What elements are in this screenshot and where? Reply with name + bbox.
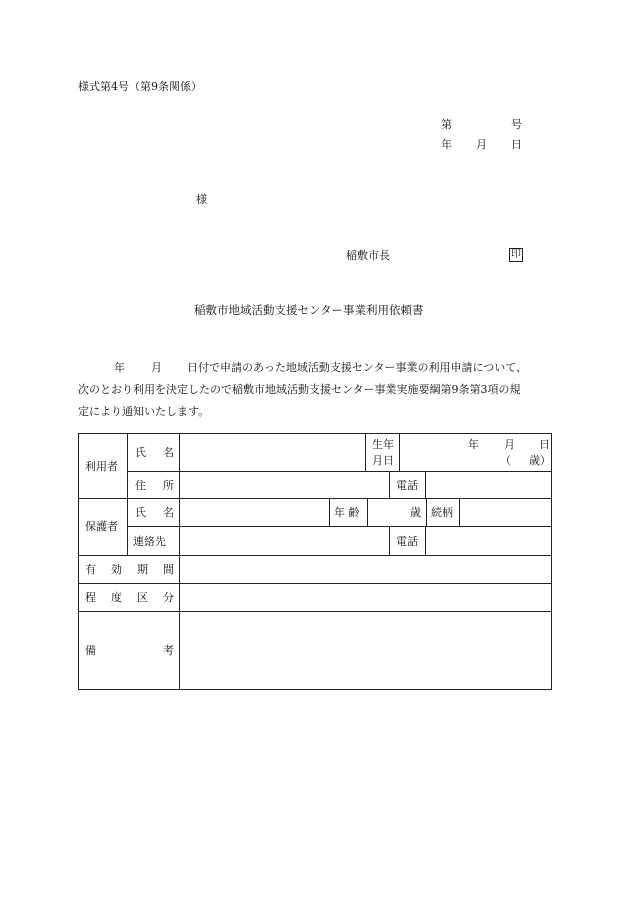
- hline: [127, 471, 551, 472]
- birth-label-1: 生年: [372, 438, 394, 451]
- hline: [127, 526, 551, 527]
- date-day-label: 日: [511, 138, 522, 151]
- body-line-1: [78, 357, 556, 379]
- age-unit: 歳: [410, 506, 421, 519]
- user-group-label: 利用者: [85, 460, 118, 473]
- address-label-2: 所: [163, 479, 174, 492]
- user-name-label-1: 氏: [135, 446, 146, 459]
- birth-day-label: 日: [539, 438, 550, 451]
- birth-age-close: 歳）: [529, 454, 551, 467]
- vline: [389, 526, 390, 555]
- vline: [365, 434, 366, 471]
- vline: [426, 498, 427, 526]
- hline: [79, 555, 551, 556]
- document-title: 稲敷市地域活動支援センター事業利用依頼書: [194, 303, 424, 317]
- document-number-prefix: 第: [441, 118, 452, 131]
- level-char-3: 区: [137, 591, 148, 604]
- body-paragraph: [78, 357, 556, 423]
- recipient-honorific: 様: [196, 193, 207, 206]
- form-number: 様式第4号（第9条関係）: [78, 80, 202, 93]
- body-month: 月: [151, 361, 162, 374]
- validity-char-3: 期: [137, 563, 148, 576]
- body-line-3: 定により通知いたします。: [78, 405, 210, 418]
- document-number-suffix: 号: [511, 118, 522, 131]
- age-label: 年 齢: [334, 506, 360, 519]
- remarks-label-2: 考: [163, 644, 174, 657]
- body-year: 年: [114, 361, 125, 374]
- validity-char-1: 有: [85, 563, 96, 576]
- birth-age-open: （: [500, 454, 511, 467]
- vline: [459, 498, 460, 526]
- hline: [79, 583, 551, 584]
- remarks-label-1: 備: [85, 644, 96, 657]
- address-label-1: 住: [135, 479, 146, 492]
- birth-year-label: 年: [468, 438, 479, 451]
- body-line-1-text: 日付で申請のあった地域活動支援センター事業の利用申請について、: [187, 361, 528, 374]
- issuer-name: 稲敷市長: [346, 249, 390, 262]
- phone-label: 電話: [396, 479, 418, 492]
- validity-char-2: 効: [111, 563, 122, 576]
- vline: [367, 498, 368, 526]
- contact-label: 連絡先: [133, 535, 166, 548]
- level-char-4: 分: [163, 591, 174, 604]
- date-month-label: 月: [476, 138, 487, 151]
- birth-label-2: 月日: [372, 454, 394, 467]
- vline: [127, 434, 128, 555]
- validity-char-4: 間: [163, 563, 174, 576]
- user-name-label-2: 名: [163, 446, 174, 459]
- guardian-name-label-2: 名: [163, 506, 174, 519]
- date-year-label: 年: [441, 138, 452, 151]
- vline: [329, 498, 330, 526]
- phone-label-2: 電話: [396, 535, 418, 548]
- level-char-1: 程: [85, 591, 96, 604]
- guardian-name-label-1: 氏: [135, 506, 146, 519]
- level-char-2: 度: [111, 591, 122, 604]
- hline: [79, 611, 551, 612]
- relation-label: 続柄: [431, 506, 453, 519]
- hline: [79, 498, 551, 499]
- seal-mark: 印: [511, 249, 521, 260]
- vline: [399, 434, 400, 471]
- birth-month-label: 月: [504, 438, 515, 451]
- body-line-2: 次のとおり利用を決定したので稲敷市地域活動支援センター事業実施要綱第9条第3項の規: [78, 383, 521, 396]
- guardian-group-label: 保護者: [85, 520, 118, 533]
- vline: [389, 471, 390, 498]
- vline: [425, 526, 426, 555]
- usage-table: [78, 433, 552, 690]
- vline: [179, 434, 180, 689]
- vline: [425, 471, 426, 498]
